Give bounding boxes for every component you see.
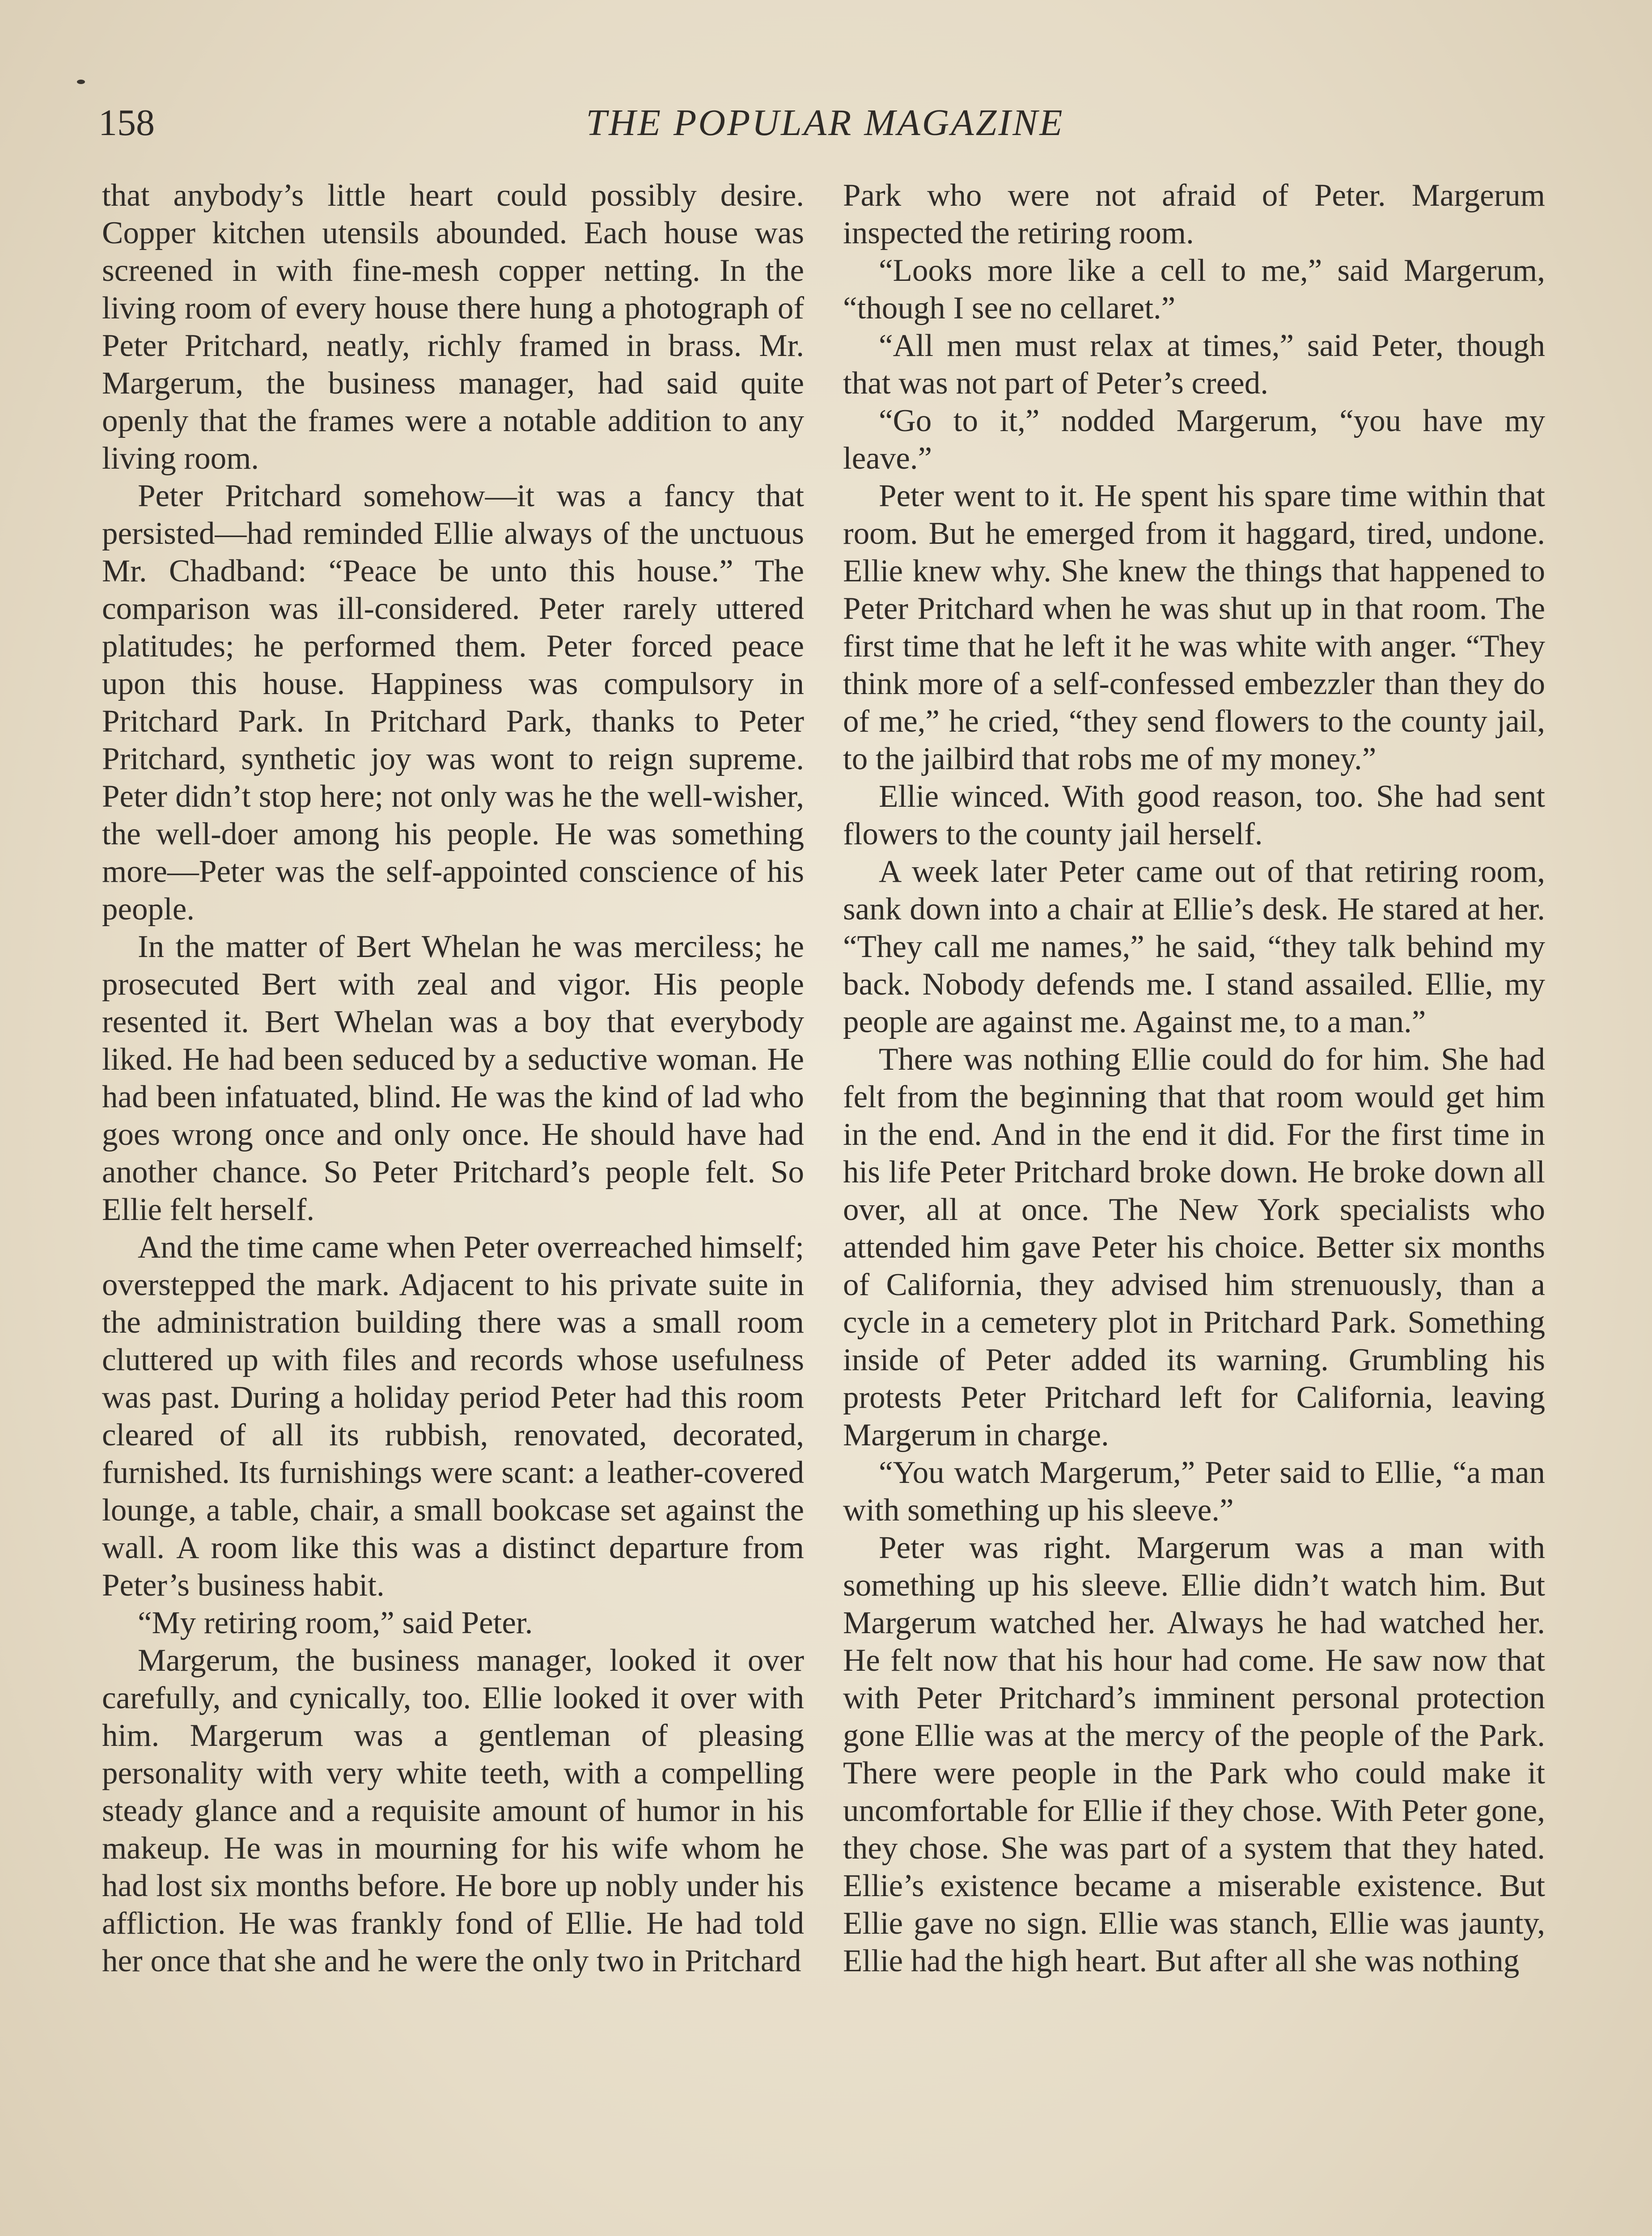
paragraph: Peter was right. Margerum was a man with something up his sleeve. Ellie didn’t watch him. But Margerum watched her. Always he had watched her. He felt now that his hour had come. He saw now that with Peter Pritchard’s imminent personal protection gone Ellie was at the mercy of the people of the Park. There were people in the Park who could make it uncomfortable for Ellie if they chose. With Peter gone, they chose. She was part of a system that they hated. Ellie’s existence became a miserable existence. But Ellie gave no sign. Ellie was stanch, Ellie was jaunty, Ellie had the high heart. But after all she was nothing	[843, 1530, 1545, 1978]
paragraph: Ellie winced. With good reason, too. She had sent flowers to the county jail herself.	[843, 779, 1545, 851]
paragraph: A week later Peter came out of that retiring room, sank down into a chair at Ellie’s desk. He stared at her. “They call me names,” he said, “they talk behind my back. Nobody defends me. I stand assailed. Ellie, my people are against me. Against me, to a man.”	[843, 854, 1545, 1039]
page-header	[98, 98, 1552, 148]
paragraph: “My retiring room,” said Peter.	[138, 1605, 533, 1640]
ink-speck	[77, 80, 85, 84]
running-title: THE POPULAR MAGAZINE	[586, 102, 1064, 144]
paragraph: Peter Pritchard somehow—it was a fancy that persisted—had reminded Ellie always of the unctuous Mr. Chadband: “Peace be unto this house.” The comparison was ill-considered. Peter rarely uttered platitudes; he performed them. Peter forced peace upon this house. Happiness was compulsory in Pritchard Park. In Pritchard Park, thanks to Peter Pritchard, synthetic joy was wont to reign supreme. Peter didn’t stop here; not only was he the well-wisher, the well-doer among his people. He was something more—Peter was the self-appointed conscience of his people.	[102, 479, 804, 927]
paragraph: Park who were not afraid of Peter. Margerum inspected the retiring room.	[843, 178, 1545, 250]
paragraph: Margerum, the business manager, looked it over carefully, and cynically, too. Ellie looked it over with him. Margerum was a gentleman of pleasing personality with very white teeth, with a compelling steady glance and a requisite amount of humor in his makeup. He was in mourning for his wife whom he had lost six months before. He bore up nobly under his affliction. He was frankly fond of Ellie. He had told her once that she and he were the only two in Pritchard	[102, 1643, 804, 1978]
paragraph: “All men must relax at times,” said Peter, though that was not part of Peter’s creed.	[843, 328, 1545, 401]
right-column	[843, 177, 1545, 1980]
paragraph: Peter went to it. He spent his spare time within that room. But he emerged from it haggard, tired, undone. Ellie knew why. She knew the things that happened to Peter Pritchard when he was shut up in that room. The first time that he left it he was white with anger. “They think more of a self-confessed embezzler than they do of me,” he cried, “they send flowers to the county jail, to the jailbird that robs me of my money.”	[843, 479, 1545, 776]
paragraph: “You watch Margerum,” Peter said to Ellie, “a man with something up his sleeve.”	[843, 1455, 1545, 1528]
paragraph: “Looks more like a cell to me,” said Margerum, “though I see no cellaret.”	[843, 253, 1545, 326]
left-column	[102, 177, 804, 1980]
paragraph: “Go to it,” nodded Margerum, “you have my leave.”	[843, 403, 1545, 476]
paragraph: that anybody’s little heart could possibly desire. Copper kitchen utensils abounded. Each house was screened in with fine-mesh copper netting. In the living room of every house there hung a photograph of Peter Pritchard, neatly, richly framed in brass. Mr. Margerum, the business manager, had said quite openly that the frames were a notable addition to any living room.	[102, 178, 804, 476]
page-number: 158	[98, 102, 155, 144]
paragraph: In the matter of Bert Whelan he was merciless; he prosecuted Bert with zeal and vigor. His people resented it. Bert Whelan was a boy that everybody liked. He had been seduced by a seductive woman. He had been infatuated, blind. He was the kind of lad who goes wrong once and only once. He should have had another chance. So Peter Pritchard’s people felt. So Ellie felt herself.	[102, 929, 804, 1227]
paragraph: And the time came when Peter overreached himself; overstepped the mark. Adjacent to his private suite in the administration building there was a small room cluttered up with files and records whose usefulness was past. During a holiday period Peter had this room cleared of all its rubbish, renovated, decorated, furnished. Its furnishings were scant: a leather-covered lounge, a table, chair, a small bookcase set against the wall. A room like this was a distinct departure from Peter’s business habit.	[102, 1230, 804, 1603]
paragraph: There was nothing Ellie could do for him. She had felt from the beginning that that room would get him in the end. And in the end it did. For the first time in his life Peter Pritchard broke down. He broke down all over, all at once. The New York specialists who attended him gave Peter his choice. Better six months of California, they advised him strenuously, than a cycle in a cemetery plot in Pritchard Park. Something inside of Peter added its warning. Grumbling his protests Peter Pritchard left for California, leaving Margerum in charge.	[843, 1042, 1545, 1453]
